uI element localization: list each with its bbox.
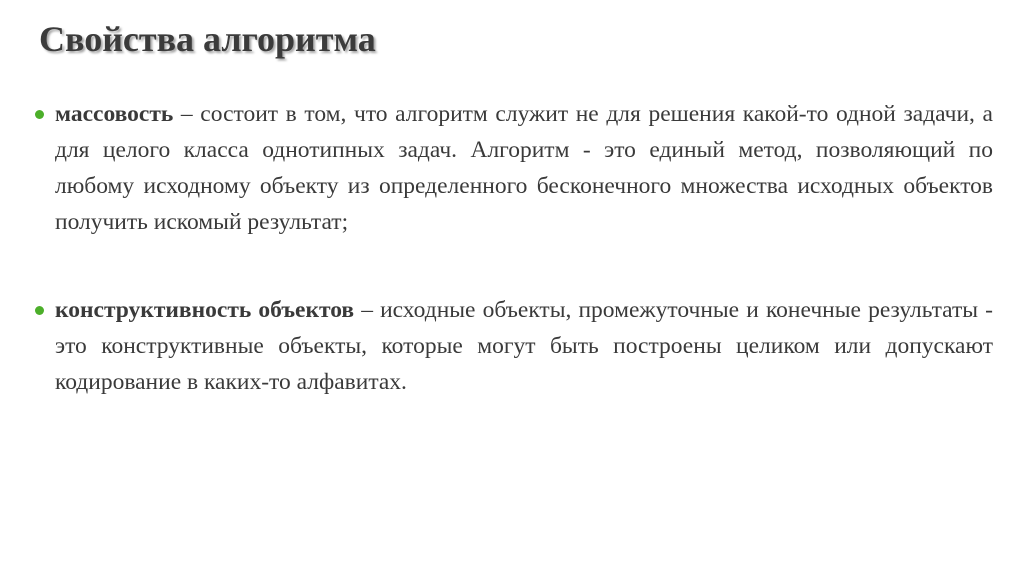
bullet-text: – состоит в том, что алгоритм служит не для решения какой-то одной задачи, а для целого класса однотипных задач. Алгоритм - это единый метод, позволяющий по любому исходному объекту из определенного бесконечного множества исходных объектов получить искомый результат;: [55, 101, 993, 235]
bullet-item-constructive: [33, 292, 993, 400]
bullet-term: конструктивность объектов: [55, 297, 355, 323]
bullet-dot-icon: [35, 306, 44, 315]
bullet-dot-icon: [35, 110, 44, 119]
slide-title: Свойства алгоритма: [39, 19, 376, 59]
bullet-term: массовость: [55, 101, 174, 127]
bullet-text: – исходные объекты, промежуточные и конечные результаты - это конструктивные объекты, которые могут быть построены целиком или допускают кодирование в каких-то алфавитах.: [55, 297, 993, 395]
bullet-item-mass: [33, 96, 993, 240]
bullet-list: [33, 96, 993, 400]
